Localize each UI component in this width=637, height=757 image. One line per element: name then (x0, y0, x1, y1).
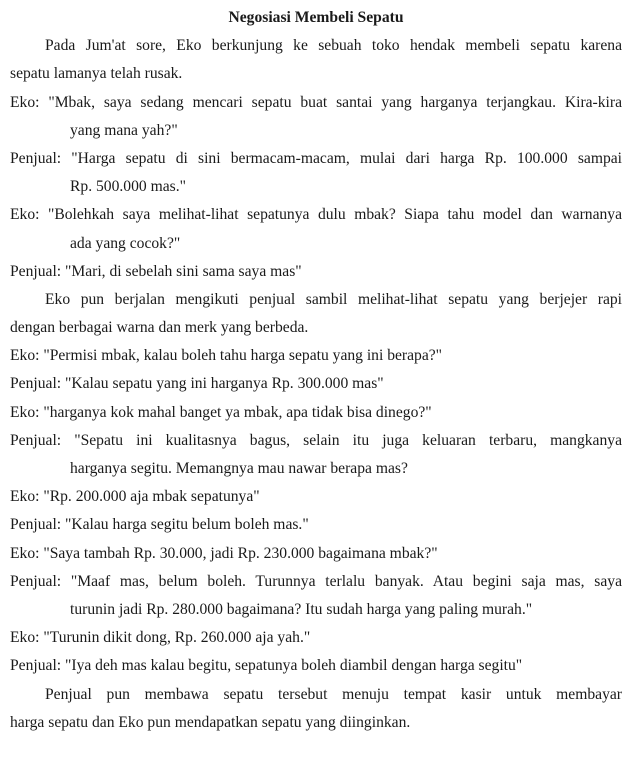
text-line: Rp. 500.000 mas." (70, 178, 186, 196)
document-title: Negosiasi Membeli Sepatu (228, 9, 404, 26)
text-line: Eko: "Mbak, saya sedang mencari sepatu buat santai yang harganya terjangkau. Kira-kira (10, 93, 622, 111)
dialogue-line-penjual (10, 568, 622, 624)
dialogue-line-penjual: Penjual: "Kalau sepatu yang ini harganya Rp. 300.000 mas" (10, 375, 384, 393)
text-line: harganya segitu. Memangnya mau nawar berapa mas? (70, 460, 408, 477)
text-line: Eko: "Bolehkah saya melihat-lihat sepatunya dulu mbak? Siapa tahu model dan warnanya (10, 206, 622, 224)
text-line: dengan berbagai warna dan merk yang berbeda. (10, 319, 309, 337)
dialogue-line-eko (10, 201, 622, 257)
dialogue-line-eko (10, 89, 622, 145)
narration-paragraph (10, 681, 622, 737)
narration-paragraph (10, 32, 622, 88)
text-line: sepatu lamanya telah rusak. (10, 65, 183, 83)
dialogue-line-eko: Eko: "harganya kok mahal banget ya mbak, apa tidak bisa dinego?" (10, 403, 432, 421)
text-line: Penjual: "Harga sepatu di sini bermacam-macam, mulai dari harga Rp. 100.000 sampai (10, 149, 622, 167)
text-line: Penjual: "Sepatu ini kualitasnya bagus, selain itu juga keluaran terbaru, mangkanya (10, 431, 622, 449)
dialogue-line-eko: Eko: "Permisi mbak, kalau boleh tahu harga sepatu yang ini berapa?" (10, 347, 443, 365)
dialogue-line-eko: Eko: "Turunin dikit dong, Rp. 260.000 aja yah." (10, 629, 311, 647)
dialogue-line-eko: Eko: "Saya tambah Rp. 30.000, jadi Rp. 230.000 bagaimana mbak?" (10, 544, 438, 562)
dialogue-line-penjual: Penjual: "Iya deh mas kalau begitu, sepatunya boleh diambil dengan harga segitu" (10, 657, 523, 675)
dialogue-line-penjual (10, 427, 622, 483)
dialogue-line-penjual: Penjual: "Mari, di sebelah sini sama saya mas" (10, 262, 302, 280)
text-line: turunin jadi Rp. 280.000 bagaimana? Itu sudah harga yang paling murah." (70, 600, 533, 618)
narration-paragraph (10, 286, 622, 342)
text-line: Eko pun berjalan mengikuti penjual sambil melihat-lihat sepatu yang berjejer rapi (45, 290, 622, 308)
dialogue-line-eko: Eko: "Rp. 200.000 aja mbak sepatunya" (10, 488, 260, 506)
dialogue-line-penjual: Penjual: "Kalau harga segitu belum boleh mas." (10, 516, 309, 534)
text-line: Penjual pun membawa sepatu tersebut menuju tempat kasir untuk membayar (45, 685, 622, 703)
text-line: Pada Jum'at sore, Eko berkunjung ke sebuah toko hendak membeli sepatu karena (45, 37, 622, 55)
text-line: Penjual: "Maaf mas, belum boleh. Turunnya terlalu banyak. Atau begini saja mas, saya (10, 572, 622, 590)
dialogue-line-penjual (10, 145, 622, 201)
text-line: ada yang cocok?" (70, 234, 181, 252)
text-line: yang mana yah?" (70, 121, 178, 139)
text-line: harga sepatu dan Eko pun mendapatkan sepatu yang diinginkan. (10, 713, 411, 731)
